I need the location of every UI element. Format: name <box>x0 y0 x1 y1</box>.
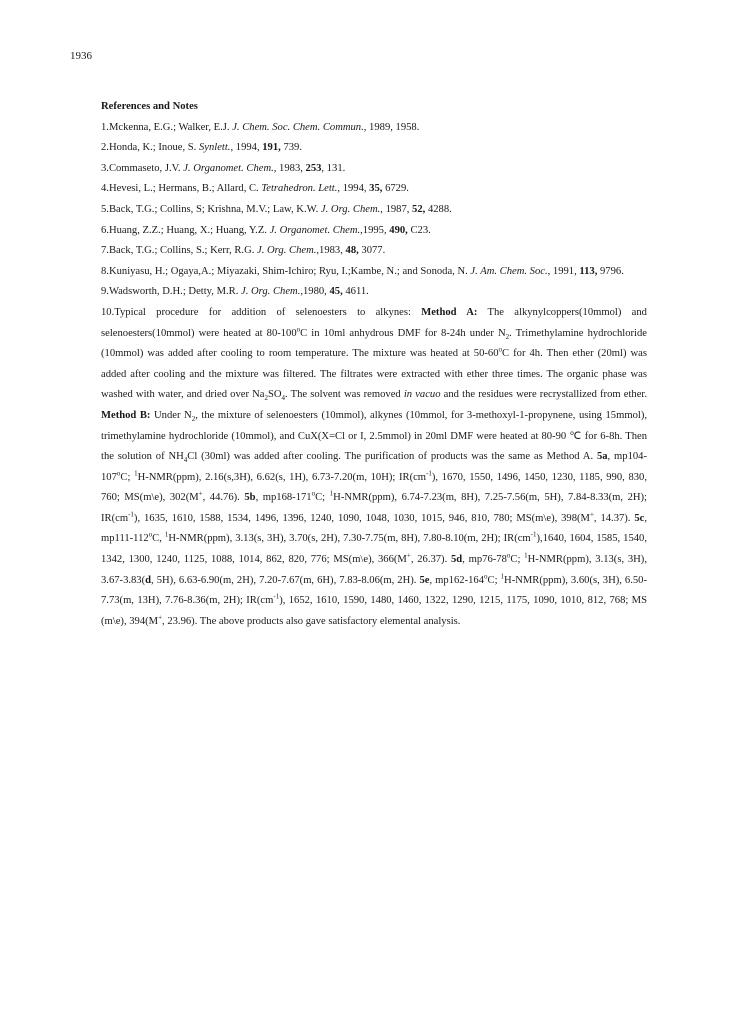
text-run: , mp162-164 <box>429 574 484 586</box>
text-run: 7.Back, T.G.; Collins, S.; Kerr, R.G. <box>101 245 258 257</box>
text-run: 1 <box>134 469 138 478</box>
reference-item <box>101 159 647 180</box>
reference-item <box>101 221 647 242</box>
text-run: The alkynylcoppers(10mmol) and selenoesters(10mmol) were heated at 80-100 <box>101 306 647 339</box>
reference-item <box>101 118 647 139</box>
text-run: 9796. <box>597 265 624 277</box>
text-run: 3077. <box>358 245 386 257</box>
text-run: ), 1670, 1550, 1496, 1450, 1230, 1185, 990, 830, 760; MS(m\e), 302(M <box>101 471 647 504</box>
text-run: Tetrahedron. Lett. <box>261 183 338 195</box>
text-run: 52, <box>412 203 426 215</box>
text-run: . The solvent was removed <box>285 389 404 401</box>
reference-item <box>101 241 647 262</box>
text-run: ,1983, <box>316 245 346 257</box>
text-run: , 1994, <box>230 142 263 154</box>
reference-list <box>101 118 647 303</box>
text-run: H-NMR(ppm), 3.60(s, 3H), 6.50-7.73(m, 13H), 7.76-8.36(m, 2H); IR(cm <box>101 574 648 607</box>
text-run: . Trimethylamine hydrochloride (10mmol) was added after cooling to room temperature. The mixture was heated at 50-60 <box>101 327 647 360</box>
text-run: , 1994, <box>337 183 370 195</box>
text-run: -1 <box>530 530 537 539</box>
text-run: C, <box>152 533 165 545</box>
text-run: + <box>406 551 411 560</box>
text-run: + <box>158 613 163 622</box>
text-run: C; <box>120 471 135 483</box>
text-run: C; <box>510 554 525 566</box>
text-run: o <box>296 325 301 333</box>
text-run: -1 <box>128 510 134 519</box>
text-run: in vacuo <box>403 389 441 401</box>
text-run: 2 <box>191 415 196 424</box>
text-run: 5b <box>244 492 256 504</box>
text-run: 45, <box>329 286 343 298</box>
text-run: J. Organomet. Chem. <box>269 224 361 236</box>
text-run: , 23.96). The above products also gave satisfactory elemental analysis. <box>162 615 461 627</box>
text-run: ),1640, 1604, 1585, 1540, 1342, 1300, 1240, 1125, 1088, 1014, 862, 820, 776; MS(m\e), 366(M <box>101 533 647 566</box>
text-run: 35, <box>369 183 383 195</box>
text-run: 1 <box>524 551 528 560</box>
text-run: J. Org. Chem. <box>241 286 301 298</box>
text-run: Under N <box>150 409 192 421</box>
text-run: ,1980, <box>300 286 330 298</box>
text-run: , 5H), 6.63-6.90(m, 2H), 7.20-7.67(m, 6H), 7.83-8.06(m, 2H). <box>151 574 420 586</box>
text-run: 2.Honda, K.; Inoue, S. <box>101 142 199 154</box>
text-run: 9.Wadsworth, D.H.; Detty, M.R. <box>101 286 241 298</box>
text-run: H-NMR(ppm), 3.13(s, 3H), 3.70(s, 2H), 7.30-7.75(m, 8H), 7.80-8.10(m, 2H); IR(cm <box>168 533 531 545</box>
text-run: and the residues were recrystallized from ether. <box>440 389 647 401</box>
reference-item <box>101 179 647 200</box>
text-run: 490, <box>389 224 408 236</box>
text-run: o <box>484 572 488 581</box>
reference-item <box>101 138 647 159</box>
text-run: 10.Typical procedure for addition of selenoesters to alkynes: <box>101 306 422 318</box>
text-run: 6729. <box>382 183 409 195</box>
text-run: C for 4h. Then ether (20ml) was added after cooling and the mixture was filtered. The filtrates were extracted with ether three times. The organic phase was washed with water, and dried over Na <box>101 348 648 401</box>
page-number: 1936 <box>70 50 92 62</box>
text-run: SO <box>267 389 282 401</box>
text-run: 5e <box>419 574 430 586</box>
text-run: -1 <box>273 592 280 601</box>
section-heading: References and Notes <box>101 101 198 112</box>
text-run: + <box>198 489 203 498</box>
text-run: Method B: <box>101 409 151 421</box>
text-run: d <box>145 574 152 586</box>
text-run: 1 <box>329 489 334 498</box>
text-run: Method A: <box>421 306 478 318</box>
text-run: 1 <box>500 572 505 581</box>
reference-item <box>101 262 647 283</box>
text-run: 8.Kuniyasu, H.; Ogaya,A.; Miyazaki, Shim-Ichiro; Ryu, I.;Kambe, N.; and Sonoda, N. <box>101 265 471 277</box>
text-run: C23. <box>407 224 431 236</box>
text-run: 5d <box>451 554 463 566</box>
text-run: 191, <box>262 142 281 154</box>
text-run: 4288. <box>425 203 452 215</box>
text-run: H-NMR(ppm), 3.13(s, 3H), 3.67-3.83( <box>101 554 647 586</box>
text-run: 4 <box>281 394 286 403</box>
text-run: 2 <box>264 394 268 403</box>
text-run: J. Am. Chem. Soc. <box>470 265 548 277</box>
text-run: J. Organomet. Chem. <box>183 162 274 174</box>
text-run: 113, <box>579 265 598 277</box>
text-run: 2 <box>505 332 510 341</box>
text-run: o <box>311 489 316 498</box>
text-run: J. Org. Chem. <box>257 245 317 257</box>
text-run: ), 1635, 1610, 1588, 1534, 1496, 1396, 1240, 1090, 1048, 1030, 1015, 946, 810, 780; MS(m\e), 398(M <box>133 512 590 524</box>
text-run: C; <box>487 574 501 586</box>
text-run: J. Chem. Soc. Chem. Commun. <box>232 121 364 133</box>
text-run: 3.Commaseto, J.V. <box>101 162 184 174</box>
text-run: H-NMR(ppm), 2.16(s,3H), 6.62(s, 1H), 6.73-7.20(m, 10H); IR(cm <box>137 471 427 483</box>
text-run: 5c <box>634 512 645 524</box>
text-run: , mp168-171 <box>255 492 312 504</box>
text-run: , 14.37). <box>593 512 635 524</box>
text-run: C in 10ml anhydrous DMF for 8-24h under N <box>300 327 506 339</box>
text-run: , mp111-112 <box>101 512 647 545</box>
text-run: , 1983, <box>273 162 306 174</box>
text-run: 1.Mckenna, E.G.; Walker, E.J. <box>101 121 233 133</box>
text-run: , mp104-107 <box>101 451 647 483</box>
text-run: o <box>506 551 511 560</box>
text-run: H-NMR(ppm), 6.74-7.23(m, 8H), 7.25-7.56(m, 5H), 7.84-8.33(m, 2H); IR(cm <box>101 492 647 524</box>
text-run: 6.Huang, Z.Z.; Huang, X.; Huang, Y.Z. <box>101 224 270 236</box>
text-run: C; <box>315 492 330 504</box>
text-run: ,1995, <box>360 224 390 236</box>
text-run: 4 <box>183 456 188 465</box>
text-run: o <box>148 530 153 539</box>
text-run: 5a <box>596 451 608 463</box>
text-run: 1 <box>164 530 169 539</box>
reference-item <box>101 200 647 221</box>
text-run: Cl (30ml) was added after cooling. The purification of products was the same as Method A. <box>187 451 597 463</box>
text-run: , 1987, <box>380 203 413 215</box>
text-run: Synlett. <box>198 142 231 154</box>
text-run: , 1991, <box>547 265 580 277</box>
text-run: o <box>498 345 502 354</box>
text-run: , 131. <box>321 162 346 174</box>
text-run: , 1989, 1958. <box>363 121 420 133</box>
reference-item <box>101 282 647 303</box>
text-run: o <box>116 469 121 478</box>
text-run: + <box>589 510 594 519</box>
references-section <box>101 97 647 632</box>
text-run: 253 <box>305 162 322 174</box>
text-run: , 44.76). <box>202 492 245 504</box>
text-run: , the mixture of selenoesters (10mmol), alkynes (10mmol, for 3-methoxyl-1-propynene, using 15mmol), trimethylamine hydrochloride (10mmol), and CuX(X=Cl or I, 2.5mmol) in 20ml DMF were heated at 80-90 ℃ for 6-8h. Then the solution of NH <box>101 409 647 463</box>
text-run: , 26.37). <box>410 554 451 566</box>
text-run: -1 <box>426 469 432 478</box>
note-10-procedure <box>101 303 647 633</box>
text-run: , mp76-78 <box>462 554 507 566</box>
text-run: 48, <box>345 245 359 257</box>
text-run: 4611. <box>342 286 369 298</box>
text-run: 4.Hevesi, L.; Hermans, B.; Allard, C. <box>101 183 262 195</box>
text-run: 5.Back, T.G.; Collins, S; Krishna, M.V.; Law, K.W. <box>101 203 321 215</box>
text-run: ), 1652, 1610, 1590, 1480, 1460, 1322, 1290, 1215, 1175, 1090, 1010, 812, 768; MS (m\e), 394(M <box>101 595 647 627</box>
text-run: J. Org. Chem. <box>320 203 381 215</box>
text-run: 739. <box>280 142 302 154</box>
